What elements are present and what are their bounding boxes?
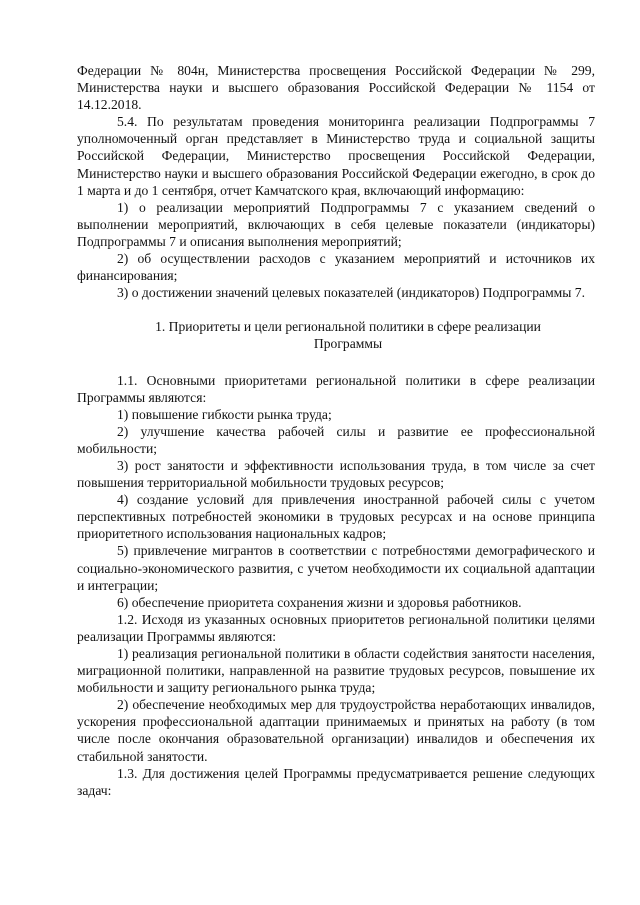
goal-item-1: 1) реализация региональной политики в области содействия занятости населения, миграционной политики, направленной на развитие трудовых ресурсов, повышение их мобильности и защиту регионального рынка труда;	[77, 646, 595, 696]
list-item-2: 2) об осуществлении расходов с указанием мероприятий и источников их финансирования;	[77, 251, 595, 284]
paragraph-continuation: Федерации № 804н, Министерства просвещения Российской Федерации № 299, Министерства науки и высшего образования Российской Федерации № 1154 от 14.12.2018.	[77, 63, 595, 113]
paragraph-1-2: 1.2. Исходя из указанных основных приоритетов региональной политики целями реализации Программы являются:	[77, 611, 595, 644]
section-heading: 1. Приоритеты и цели региональной политики в сфере реализации Программы	[155, 319, 541, 352]
priority-item-5: 5) привлечение мигрантов в соответствии с потребностями демографического и социально-экономического развития, с учетом необходимости их социальной адаптации и интеграции;	[77, 543, 595, 593]
priority-item-6: 6) обеспечение приоритета сохранения жизни и здоровья работников.	[117, 594, 522, 610]
document-body	[77, 62, 595, 799]
priority-item-3: 3) рост занятости и эффективности использования труда, в том числе за счет повышения территориальной мобильности трудовых ресурсов;	[77, 457, 595, 491]
goal-item-2: 2) обеспечение необходимых мер для трудоустройства неработающих инвалидов, ускорения профессиональной адаптации принимаемых и принятых на работу (в том числе после окончания образовательной организации) инвалидов и обеспечения их стабильной занятости.	[77, 697, 595, 764]
paragraph-1-3: 1.3. Для достижения целей Программы предусматривается решение следующих задач:	[77, 765, 595, 798]
list-item-1: 1) о реализации мероприятий Подпрограммы 7 с указанием сведений о выполнении мероприятий, включающих в себя целевые показатели (индикаторы) Подпрограммы 7 и описания выполнения мероприятий;	[77, 199, 595, 249]
list-item-3: 3) о достижении значений целевых показателей (индикаторов) Подпрограммы 7.	[117, 285, 585, 301]
spacer	[77, 301, 595, 318]
paragraph-1-1: 1.1. Основными приоритетами региональной политики в сфере реализации Программы являются:	[77, 372, 595, 405]
priority-item-4: 4) создание условий для привлечения иностранной рабочей силы с учетом перспективных потребностей экономики в трудовых ресурсах и на основе принципа приоритетного использования национальных кадров;	[77, 492, 595, 542]
priority-item-1: 1) повышение гибкости рынка труда;	[117, 406, 332, 422]
spacer	[77, 353, 595, 372]
paragraph-5-4: 5.4. По результатам проведения мониторинга реализации Подпрограммы 7 уполномоченный орган представляет в Министерство труда и социальной защиты Российской Федерации, Министерство просвещения Российской Федерации, Министерство науки и высшего образования Российской Федерации ежегодно, в срок до 1 марта и до 1 сентября, отчет Камчатского края, включающий информацию:	[77, 114, 595, 198]
priority-item-2: 2) улучшение качества рабочей силы и развитие ее профессиональной мобильности;	[77, 423, 595, 456]
